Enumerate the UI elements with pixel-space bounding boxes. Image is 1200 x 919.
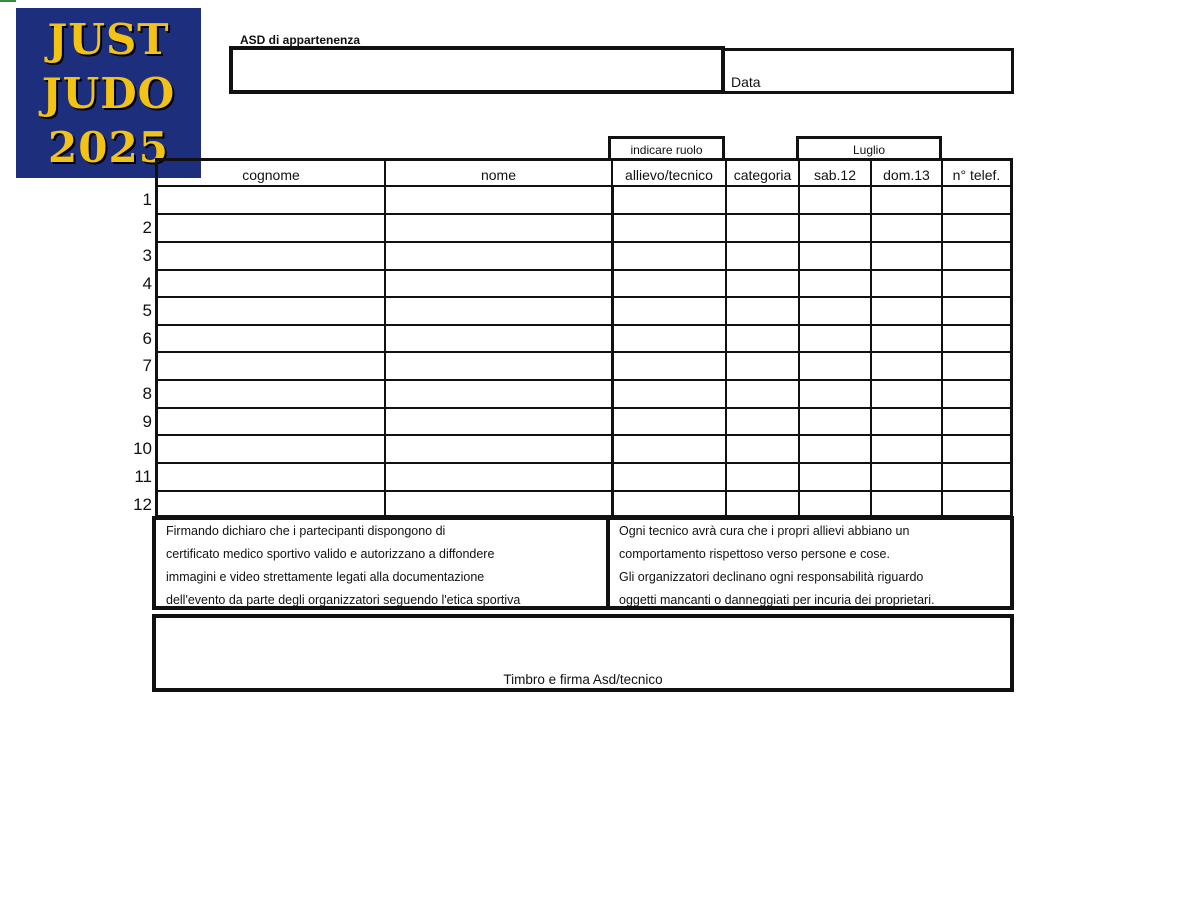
row-number: 3 [142,246,152,265]
col-header-cognome: cognome [158,161,386,187]
row-number: 5 [142,301,152,320]
note-line: oggetti mancanti o danneggiati per incuria dei proprietari. [619,593,935,607]
row-divider [158,269,1010,271]
row-number: 6 [142,329,152,348]
logo-line-just: JUST [47,15,170,64]
logo-line-judo: JUDO [41,69,176,118]
logo-line-year: 2025 [48,123,169,172]
row-divider [158,324,1010,326]
row-number: 9 [142,412,152,431]
consent-note [152,516,610,610]
signature-label: Timbro e firma Asd/tecnico [503,672,663,687]
group-header-luglio: Luglio [796,136,942,160]
row-divider [158,213,1010,215]
note-line: certificato medico sportivo valido e autorizzano a diffondere [166,547,495,561]
row-divider [158,490,1010,492]
row-number: 7 [142,356,152,375]
row-divider [158,185,1010,187]
note-line: comportamento rispettoso verso persone e cose. [619,547,890,561]
col-header-sab12: sab.12 [800,161,872,187]
just-judo-logo [16,8,201,178]
registration-table [155,158,1013,518]
row-divider [158,407,1010,409]
row-number: 12 [133,495,152,514]
corner-mark [0,0,16,2]
row-divider [158,296,1010,298]
group-header-ruolo: indicare ruolo [608,136,725,160]
note-line: immagini e video strettamente legati alla documentazione [166,570,485,584]
row-number: 8 [142,384,152,403]
col-header-telefono: n° telef. [952,167,1001,183]
row-number: 10 [133,439,152,458]
note-line: Gli organizzatori declinano ogni responsabilità riguardo [619,570,924,584]
col-header-categoria: categoria [727,161,800,187]
row-number: 1 [142,190,152,209]
row-number: 11 [134,467,152,486]
note-line: Firmando dichiaro che i partecipanti dispongono di [166,524,446,538]
row-number: 4 [142,274,152,293]
asd-field[interactable] [229,46,725,94]
row-divider [158,241,1010,243]
note-line: Ogni tecnico avrà cura che i propri allievi abbiano un [619,524,910,538]
asd-label: ASD di appartenenza [240,33,361,47]
row-divider [158,351,1010,353]
row-number: 2 [142,218,152,237]
signature-field[interactable] [152,614,1014,692]
data-label: Data [731,74,761,90]
row-divider [158,462,1010,464]
row-divider [158,434,1010,436]
col-header-ruolo: allievo/tecnico [613,161,727,187]
col-header-dom13: dom.13 [872,161,943,187]
conduct-note [606,516,1014,610]
data-field[interactable] [722,48,1014,94]
row-divider [158,379,1010,381]
col-header-nome: nome [386,161,613,187]
note-line: dell'evento da parte degli organizzatori seguendo l'etica sportiva [166,593,521,607]
